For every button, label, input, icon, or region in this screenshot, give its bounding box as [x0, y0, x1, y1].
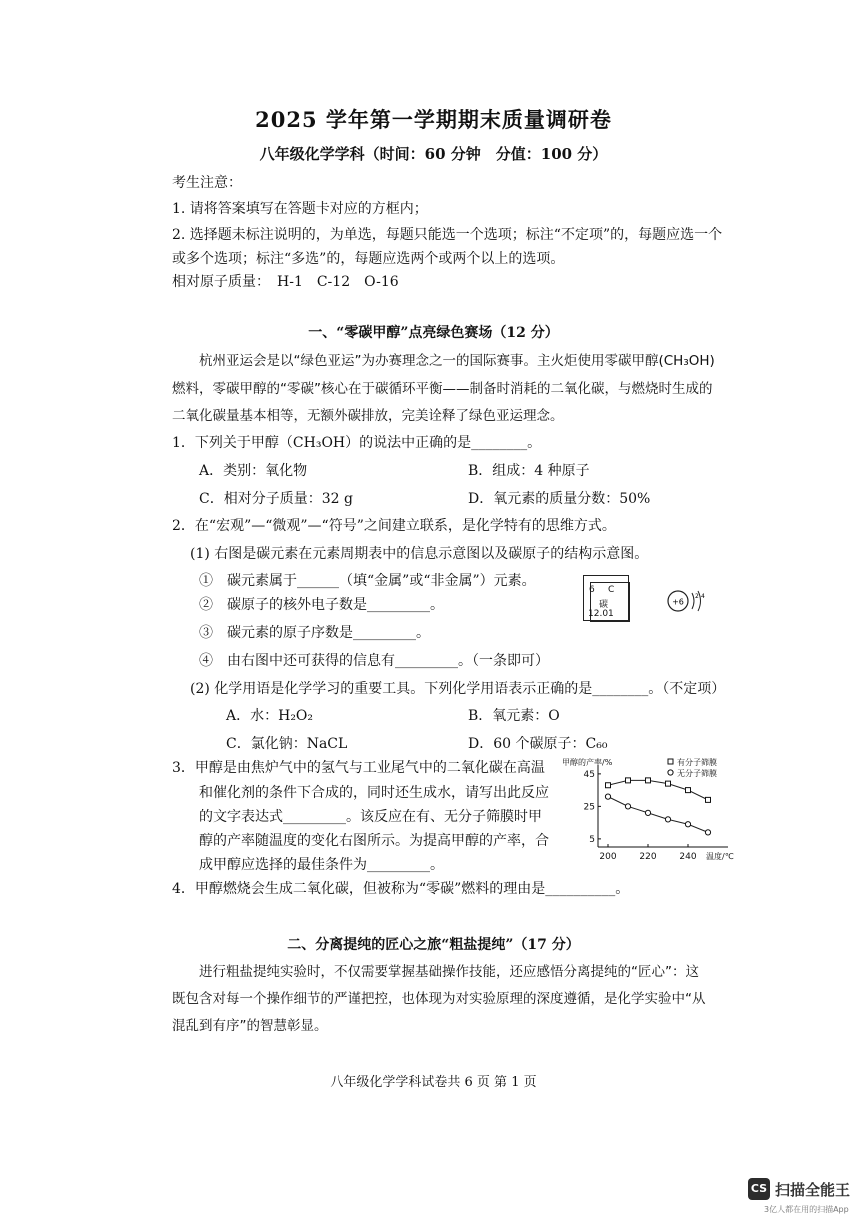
methanol-yield-chart — [560, 755, 750, 867]
series-line — [608, 797, 708, 833]
q1-option-a: A．类别：氧化物 — [199, 463, 308, 479]
section2-heading: 二、分离提纯的匠心之旅“粗盐提纯”（17 分） — [287, 937, 580, 953]
q1-option-c: C．相对分子质量：32 g — [199, 491, 353, 507]
atomic-mass: 相对原子质量： H-1 C-12 O-16 — [172, 274, 399, 290]
page-subtitle: 八年级化学学科（时间：60 分钟 分值：100 分） — [259, 145, 608, 163]
svg-text:2: 2 — [695, 593, 699, 600]
page-title: 2025 学年第一学期期末质量调研卷 — [255, 107, 612, 132]
x-axis-label: 温度/℃ — [706, 852, 734, 861]
q2-part2: (2) 化学用语是化学学习的重要工具。下列化学用语表示正确的是________。（不定项） — [190, 681, 726, 697]
q3-line4: 醇的产率随温度的变化右图所示。为提高甲醇的产率，合 — [199, 833, 549, 849]
series-line — [608, 780, 708, 800]
section2-intro-3: 混乱到有序”的智慧彰显。 — [172, 1018, 328, 1034]
data-point-circle — [645, 810, 650, 815]
q2-part1-c: ③ 碳元素的原子序数是_________。 — [199, 625, 430, 641]
q3-line5: 成甲醇应选择的最佳条件为_________。 — [199, 857, 444, 873]
carbon-element-card — [583, 575, 629, 621]
legend-marker-circle — [668, 770, 673, 775]
legend-marker-square — [668, 759, 673, 764]
legend-label: 有分子筛膜 — [677, 758, 717, 767]
q1-stem: 1．下列关于甲醇（CH₃OH）的说法中正确的是________。 — [172, 435, 542, 451]
note-2-line2: 或多个选项；标注“多选”的，每题应选两个或两个以上的选项。 — [172, 251, 565, 267]
element-symbol: C — [608, 585, 615, 595]
x-tick-label: 200 — [599, 852, 617, 862]
atomic-mass-value: 12.01 — [588, 609, 614, 619]
data-point-circle — [665, 817, 670, 822]
q2-part1-b: ② 碳原子的核外电子数是_________。 — [199, 597, 444, 613]
element-name: 碳 — [599, 600, 609, 610]
q2-part2-option-d: D．60 个碳原子：C₆₀ — [468, 736, 608, 752]
y-tick-label: 45 — [583, 769, 595, 780]
data-point-square — [606, 783, 611, 788]
data-point-square — [666, 781, 671, 786]
q1-option-d: D．氧元素的质量分数：50% — [468, 491, 651, 507]
nucleus-charge: +6 — [672, 597, 684, 607]
data-point-square — [686, 788, 691, 793]
q4-stem: 4．甲醇燃烧会生成二氧化碳，但被称为“零碳”燃料的理由是__________。 — [172, 881, 630, 897]
section2-intro-1: 进行粗盐提纯实验时，不仅需要掌握基础操作技能，还应感悟分离提纯的“匠心”：这 — [199, 964, 699, 980]
data-point-circle — [625, 804, 630, 809]
x-tick-label: 240 — [679, 852, 697, 862]
q2-part2-option-a: A．水：H₂O₂ — [226, 708, 314, 724]
data-point-circle — [685, 822, 690, 827]
q3-line1: 3．甲醇是由焦炉气中的氢气与工业尾气中的二氧化碳在高温 — [172, 760, 545, 776]
watermark-slogan: 3亿人都在用的扫描App — [764, 1205, 849, 1214]
q3-line3: 的文字表达式_________。该反应在有、无分子筛膜时甲 — [199, 809, 542, 825]
atomic-number: 6 — [589, 585, 595, 595]
note-2-line1: 2. 选择题未标注说明的，为单选，每题只能选一个选项；标注“不定项”的，每题应选一个 — [172, 227, 723, 243]
q2-part1-a: ① 碳元素属于______（填“金属”或“非金属”）元素。 — [199, 573, 536, 589]
q3-line2: 和催化剂的条件下合成的，同时还生成水，请写出此反应 — [199, 785, 549, 801]
data-point-circle — [605, 794, 610, 799]
legend-label: 无分子筛膜 — [677, 769, 717, 778]
camscanner-logo-icon: CS — [748, 1178, 770, 1200]
q1-option-b: B．组成：4 种原子 — [468, 463, 590, 479]
carbon-atom-structure — [664, 586, 710, 616]
data-point-square — [646, 778, 651, 783]
section1-intro-3: 二氧化碳量基本相等，无额外碳排放，完美诠释了绿色亚运理念。 — [172, 408, 564, 424]
section1-heading: 一、“零碳甲醇”点亮绿色赛场（12 分） — [308, 325, 559, 341]
svg-text:4: 4 — [701, 593, 705, 600]
data-point-circle — [705, 830, 710, 835]
q2-part2-option-c: C．氯化钠：NaCL — [226, 736, 348, 752]
section2-intro-2: 既包含对每一个操作细节的严谨把控，也体现为对实验原理的深度遵循，是化学实验中“从 — [172, 991, 706, 1007]
watermark-app-name: 扫描全能王 — [775, 1181, 851, 1199]
q2-part1: (1) 右图是碳元素在元素周期表中的信息示意图以及碳原子的结构示意图。 — [190, 546, 649, 562]
section1-intro-1: 杭州亚运会是以“绿色亚运”为办赛理念之一的国际赛事。主火炬使用零碳甲醇(CH₃OH) — [199, 353, 715, 369]
note-1: 1. 请将答案填写在答题卡对应的方框内； — [172, 201, 428, 217]
y-tick-label: 25 — [583, 802, 595, 813]
page-footer: 八年级化学学科试卷共 6 页 第 1 页 — [330, 1075, 537, 1090]
x-tick-label: 220 — [639, 852, 657, 862]
q2-part2-option-b: B．氧元素：O — [468, 708, 560, 724]
y-axis-label: 甲醇的产率/% — [562, 758, 613, 767]
data-point-square — [626, 778, 631, 783]
notes-heading: 考生注意： — [172, 175, 242, 191]
section1-intro-2: 燃料，零碳甲醇的“零碳”核心在于碳循环平衡——制备时消耗的二氧化碳，与燃烧时生成的 — [172, 381, 713, 397]
data-point-square — [706, 797, 711, 802]
y-tick-label: 5 — [589, 834, 595, 845]
q2-stem: 2．在“宏观”—“微观”—“符号”之间建立联系，是化学特有的思维方式。 — [172, 518, 616, 534]
q2-part1-d: ④ 由右图中还可获得的信息有_________。（一条即可） — [199, 653, 549, 669]
